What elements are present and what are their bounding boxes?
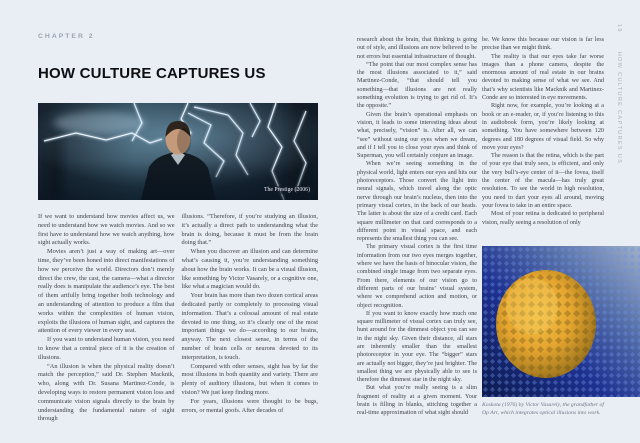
vasarely-artwork-illustration: [482, 246, 640, 397]
paragraph: For years, illusions were thought to be bugs, errors, or mental goofs. After decades of: [181, 397, 318, 414]
paragraph: When we’re seeing something in the physical world, light enters our eyes and hits our photoreceptors. Those convert the light into neural signals, which travel along the optic nerve through our brain’s nucleus, then into the primary visual cortex, in the back of our heads. The latter is about the size of a credit card. Each square millimeter on that card corresponds to a different point in visual space, and each represents the smallest thing you can see.: [357, 161, 477, 243]
paragraph: Most of your retina is dedicated to peripheral vision, really seeing a resolution of only: [482, 211, 604, 226]
film-still-caption: The Prestige (2006): [261, 186, 313, 194]
running-title: HOW CULTURE CAPTURES US: [616, 51, 622, 165]
left-page-column-1: [38, 213, 175, 424]
film-still-image: [38, 103, 318, 200]
paragraph: If you want to know exactly how much one square millimeter of visual cortex can truly see, hunt around for the dimmest object you can see in the night sky. Given their distance, all stars are inherently smaller than the smallest photoreceptor in your eye. The “bigger” stars are actually not bigger, they’re just brighter. The smallest thing we are physically able to see is therefore the dimmest star in the night sky.: [357, 310, 477, 384]
paragraph: Your brain has more than two dozen cortical areas dedicated partly or completely to processing visual information. That’s a colossal amount of real estate devoted to one thing, so it’s clearly one of the most important things we do—according to our brains, anyway. The next closest sense, in terms of the number of brain cells or neurons devoted to its interpretation, is touch.: [181, 292, 318, 361]
paragraph: Compared with other senses, sight has by far the most illusions in both quantity and variety. There are plenty of auditory illusions, but when it comes to vision? We just keep finding more.: [181, 362, 318, 396]
paragraph: Right now, for example, you’re looking at a book or an e-reader, or, if you’re listening to this in audiobook form, you’re likely looking at something. You have somewhere between 120 degrees and 180 degrees of visual field. So why move your eyes?: [482, 103, 604, 151]
page-number: 19: [616, 24, 622, 33]
page-title: HOW CULTURE CAPTURES US: [38, 65, 266, 83]
paragraph: “The point that our most complex sense has the most illusions associated to it,” said Martinez-Conde, “that should tell you something—that illusions are not really something evolution is trying to get rid of. It’s the opposite.”: [357, 61, 477, 110]
paragraph: If we want to understand how movies affect us, we need to understand how we watch movies. And so we first have to understand how we watch anything, how sight actually works.: [38, 213, 175, 247]
page-margin-rail: [616, 24, 622, 204]
paragraph: Movies aren’t just a way of making art—over time, they’ve been honed into direct manifestations of how we perceive the world. Directors don’t merely direct the crew, the cast, the camera—what a director really does is manipulate the audience’s eye. The best of them artfully bring together both technology and an understanding of attention to produce a film that works within the complexities of human vision, exploits the illusions of human sight, and captures the attention of every viewer in every seat.: [38, 248, 175, 335]
artwork-caption: Koskota (1976) by Victor Vasarely, the grandfather of Op Art, which integrates optical illusions into work.: [482, 402, 604, 416]
paragraph: The reality is that our eyes take far worse images than a phone camera, despite the enormous amount of real estate in our brains devoted to making sense of what we see. And that’s why scientists like Macknik and Martinez-Conde are so interested in eye movements.: [482, 53, 604, 102]
paragraph: Given the brain’s operational emphasis on vision, it leads to some interesting ideas about what, precisely, “vision” is. After all, we can “see” without using our eyes when we dream, and if I tell you to close your eyes and think of Superman, you will certainly conjure an image.: [357, 111, 477, 160]
right-page-column-2: [482, 36, 604, 227]
chapter-kicker: CHAPTER 2: [38, 33, 95, 40]
op-art-image: [482, 246, 640, 397]
paragraph: research about the brain, that thinking is going out of style, and illusions are now believed to be not errors but essential infrastructure of thought.: [357, 37, 477, 60]
left-page-column-2: [182, 213, 319, 424]
paragraph: be. We know this because our vision is far less precise than we might think.: [482, 37, 604, 52]
paragraph: The primary visual cortex is the first time information from our two eyes merges together, where we have the basis of binocular vision, the combined single image from two separate eyes. From there, elements of our vision go to different parts of our brains’ visual system, where we comprehend action and motion, or object recognition.: [357, 244, 477, 309]
paragraph: “An illusion is when the physical reality doesn’t match the perception,” said Dr. Stephen Macknik, who, along with Dr. Susana Martinez-Conde, is developing ways to restore permanent vision loss and communicate vision signals directly to the brain by understanding the fundamental nature of sight through: [38, 362, 175, 423]
paragraph: illusions. “Therefore, if you’re studying an illusion, it’s actually a direct path to understanding what the brain is doing, because it must be from the brain doing that.”: [181, 213, 318, 247]
paragraph: When you discover an illusion and can determine what’s causing it, you’re understanding something about how the brain works. It can be a visual illusion, like something by Victor Vasarely, or a cognitive one, like what a magician would do.: [181, 248, 318, 291]
paragraph: But what you’re really seeing is a slim fragment of reality at a given moment. Your brain is filling in blanks, stitching together a real-time approximation of what sight should: [357, 385, 477, 417]
left-page-text: [38, 213, 318, 424]
paragraph: The reason is that the retina, which is the part of your eye that truly sees, is efficient, and only the very bull’s-eye center of it—the fovea, itself the center of the macula—has truly great resolution. To see the world in high resolution, you need to dart your eyes all around, moving your fovea to take in an entire space.: [482, 153, 604, 209]
right-page-column-1: [357, 36, 477, 418]
paragraph: If you want to understand human vision, you need to know that a central piece of it is the creation of illusions.: [38, 336, 175, 361]
